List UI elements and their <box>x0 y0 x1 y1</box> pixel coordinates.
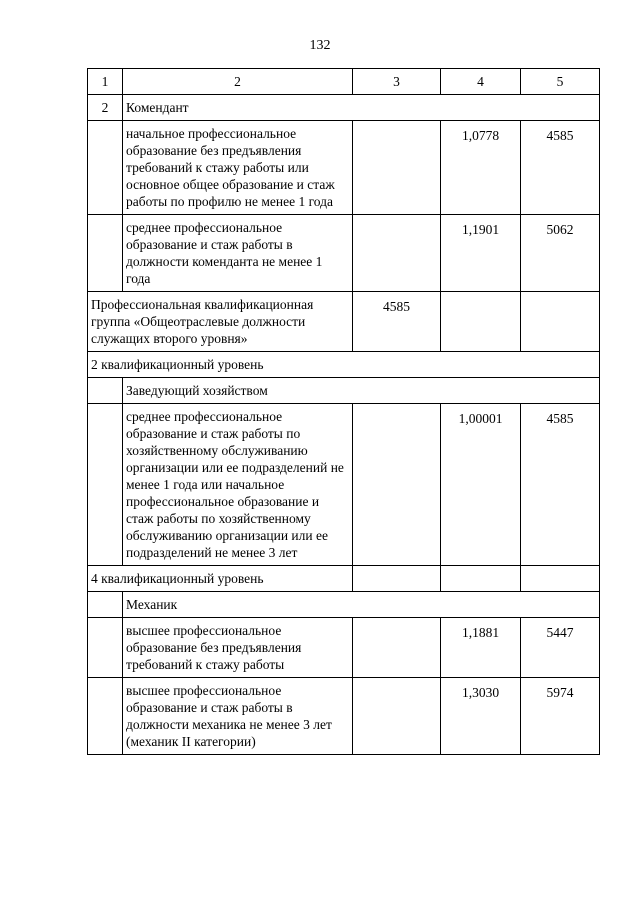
header-col-3: 3 <box>353 69 441 95</box>
level-row <box>88 566 600 592</box>
requirement-text: среднее профессиональное образование и стаж работы в должности коменданта не менее 1 года <box>123 215 353 292</box>
coefficient: 1,0778 <box>441 121 521 215</box>
group-row <box>88 292 600 352</box>
row-number: 2 <box>88 95 123 121</box>
position-title: Заведующий хозяйством <box>123 378 600 404</box>
table-row <box>88 121 600 215</box>
group-base-salary: 4585 <box>353 292 441 352</box>
header-row <box>88 69 600 95</box>
position-title: Механик <box>123 592 600 618</box>
level-title: 2 квалификационный уровень <box>88 352 600 378</box>
group-title: Профессиональная квалификационная группа «Общеотраслевые должности служащих второго уровня» <box>88 292 353 352</box>
coefficient: 1,1901 <box>441 215 521 292</box>
komendant-title-row <box>88 95 600 121</box>
salary: 5974 <box>521 678 600 755</box>
requirement-text: высшее профессиональное образование без предъявления требований к стажу работы <box>123 618 353 678</box>
salary: 5447 <box>521 618 600 678</box>
page-number: 132 <box>309 38 331 53</box>
position-row <box>88 378 600 404</box>
table-row <box>88 215 600 292</box>
requirement-text: высшее профессиональное образование и стаж работы в должности механика не менее 3 лет (механик II категории) <box>123 678 353 755</box>
position-row <box>88 592 600 618</box>
table-row <box>88 404 600 566</box>
coefficient: 1,00001 <box>441 404 521 566</box>
header-col-2: 2 <box>123 69 353 95</box>
position-title: Комендант <box>123 95 600 121</box>
requirement-text: начальное профессиональное образование без предъявления требований к стажу работы или основное общее образование и стаж работы по профилю не менее 1 года <box>123 121 353 215</box>
requirement-text: среднее профессиональное образование и стаж работы по хозяйственному обслуживанию организации или ее подразделений не менее 1 года или начальное профессиональное образование и стаж работы по хозяйственному обслуживанию организации или ее подразделений не менее 3 лет <box>123 404 353 566</box>
level-title: 4 квалификационный уровень <box>88 566 353 592</box>
salary-table <box>87 68 600 755</box>
salary: 5062 <box>521 215 600 292</box>
salary: 4585 <box>521 404 600 566</box>
level-row <box>88 352 600 378</box>
table-row <box>88 678 600 755</box>
salary: 4585 <box>521 121 600 215</box>
coefficient: 1,3030 <box>441 678 521 755</box>
header-col-5: 5 <box>521 69 600 95</box>
header-col-1: 1 <box>88 69 123 95</box>
table-row <box>88 618 600 678</box>
header-col-4: 4 <box>441 69 521 95</box>
coefficient: 1,1881 <box>441 618 521 678</box>
